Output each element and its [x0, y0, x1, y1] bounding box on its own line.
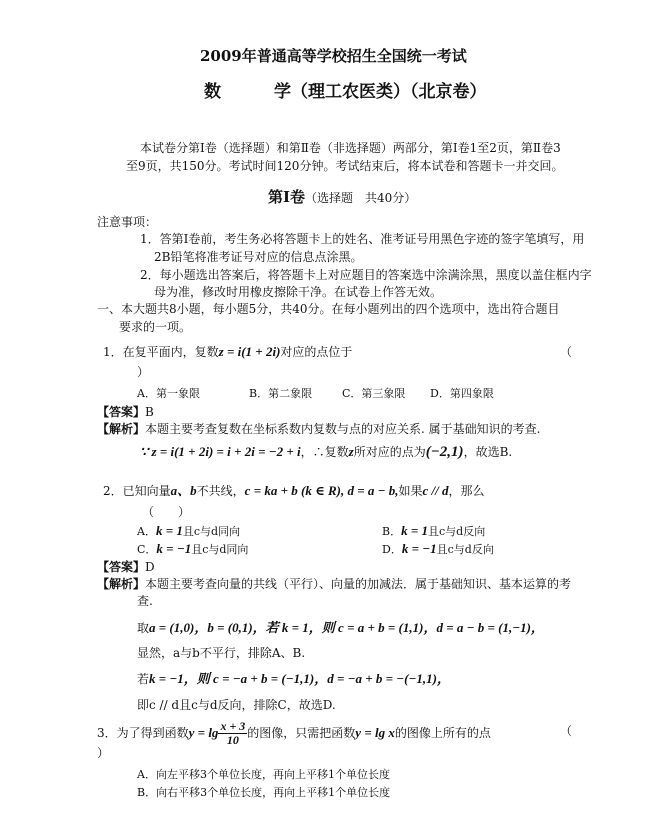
question-1-option-d: D．第四象限	[430, 387, 494, 400]
analysis-label: 【解析】	[97, 422, 146, 436]
question-2-mid-3: ，那么	[448, 484, 485, 498]
question-2-step-1	[137, 617, 544, 636]
step-prefix: 若	[137, 672, 150, 686]
solution-mid: ，∴复数	[300, 445, 349, 459]
analysis-label: 【解析】	[97, 577, 146, 591]
question-2-option-a	[137, 523, 240, 539]
option-text: 且c与d同向	[182, 525, 241, 538]
solution-end: ，故选B.	[463, 445, 513, 459]
solution-z: z	[348, 444, 354, 459]
intro-line-2: 至9页，共150分。考试时间120分钟。考试结束后，将本试卷和答题卡一并交回。	[126, 159, 564, 173]
option-text: 且c与d反向	[428, 525, 486, 538]
option-text: 且c与d反向	[436, 543, 494, 556]
option-label: D．	[382, 543, 402, 556]
step-math: k = −1，则 c = −a + b = (−1,1)，d = −a + b = −(−1,1)，	[149, 671, 450, 686]
answer-value: B	[145, 405, 154, 419]
notes-item-1-line-1: 1．答第Ⅰ卷前，考生务必将答题卡上的姓名、准考证号用黑色字迹的签字笔填写，用	[140, 232, 585, 246]
option-math: k = −1	[401, 541, 437, 556]
question-3-stem	[97, 720, 491, 747]
notes-heading: 注意事项：	[97, 215, 158, 229]
question-1-paren-open: （	[560, 345, 573, 359]
option-math: k = 1	[401, 523, 429, 538]
question-2-option-c	[137, 541, 248, 557]
question-2-formula-2: c // d	[422, 483, 449, 498]
question-2-answer	[97, 558, 155, 575]
question-2-step-3	[137, 668, 450, 687]
question-3-fraction	[218, 720, 247, 747]
part-one-line-1: 一、本大题共8小题，每小题5分，共40分。在每小题列出的四个选项中，选出符合题目	[97, 302, 560, 316]
fraction-denominator: 10	[226, 733, 239, 747]
analysis-text: 本题主要考查向量的共线（平行）、向量的加减法．属于基础知识、基本运算的考	[145, 577, 572, 591]
solution-mid-2: 所对应的点为	[353, 445, 426, 459]
question-3-func-2: y = lg x	[355, 725, 395, 740]
question-1-option-c: C．第三象限	[342, 387, 406, 400]
question-2-analysis-line-1	[97, 575, 571, 592]
answer-value: D	[145, 560, 155, 574]
question-2-stem	[103, 480, 485, 499]
option-math: k = 1	[155, 523, 183, 538]
intro-line-1: 本试卷分第Ⅰ卷（选择题）和第Ⅱ卷（非选择题）两部分，第Ⅰ卷1至2页，第Ⅱ卷3	[140, 141, 561, 155]
question-1-answer	[97, 403, 154, 420]
question-2-step-2: 显然，a与b不平行，排除A、B.	[137, 646, 306, 660]
question-1-paren-close: ）	[137, 365, 150, 379]
notes-item-2-line-2: 母为准，修改时用橡皮擦除干净。在试卷上作答无效。	[154, 285, 443, 299]
option-label: B．	[382, 525, 402, 538]
option-math: k = −1	[156, 541, 192, 556]
subject-char: 数	[204, 82, 221, 102]
question-3-mid: 的图像，只需把函数	[247, 726, 356, 740]
analysis-text: 本题主要考查复数在坐标系数内复数与点的对应关系. 属于基础知识的考查.	[145, 422, 541, 436]
question-2-paren: （ ）	[142, 505, 191, 519]
option-label: A．	[137, 525, 156, 538]
section-subtitle: （选择题 共40分）	[305, 191, 417, 205]
question-3-option-a: A．向左平移3个单位长度，再向上平移1个单位长度	[137, 768, 390, 781]
question-3-option-b: B．向右平移3个单位长度，再向上平移1个单位长度	[137, 786, 391, 799]
question-2-step-4: 即c // d且c与d反向，排除C，故选D.	[137, 698, 336, 712]
question-2-formula-1: c = ka + b (k ∈ R), d = a − b,	[244, 483, 399, 498]
question-1-formula: z = i(1 + 2i)	[218, 344, 281, 359]
question-2-vectors: a、b	[170, 483, 197, 498]
question-3-suffix: 的图像上所有的点	[394, 726, 491, 740]
question-3-func-1-lhs: y = lg	[188, 725, 219, 740]
question-2-analysis-line-2: 查.	[137, 594, 153, 608]
step-prefix: 取	[137, 621, 150, 635]
section-title: 第Ⅰ卷	[268, 188, 306, 206]
notes-item-1-line-2: 2B铅笔将准考证号对应的信息点涂黑。	[154, 250, 363, 264]
question-2-option-b	[382, 523, 485, 539]
question-1-suffix: 对应的点位于	[280, 345, 353, 359]
solution-point: (−2,1)	[425, 444, 464, 460]
question-2-prefix: 2．已知向量	[103, 484, 171, 498]
question-1-solution	[140, 443, 512, 461]
exam-title: 2009年普通高等学校招生全国统一考试	[200, 47, 467, 65]
part-one-line-2: 要求的一项。	[119, 320, 192, 334]
question-1-analysis	[97, 420, 540, 437]
solution-formula: ∵ z = i(1 + 2i) = i + 2i = −2 + i	[140, 444, 301, 459]
question-3-paren-open: （	[560, 724, 573, 738]
fraction-numerator: x + 3	[220, 719, 246, 733]
question-2-mid-2: 如果	[398, 484, 423, 498]
option-label: C．	[137, 543, 157, 556]
subject-title: 学（理工农医类）（北京卷）	[274, 82, 487, 102]
question-3-prefix: 3．为了得到函数	[97, 726, 189, 740]
step-math: a = (1,0)，b = (0,1)，若 k = 1，则 c = a + b = (1,1)，d = a − b = (1,−1)，	[149, 620, 544, 635]
question-3-paren-close: ）	[97, 746, 110, 760]
option-text: 且c与d同向	[191, 543, 249, 556]
question-1-prefix: 1．在复平面内，复数	[103, 345, 219, 359]
notes-item-2-line-1: 2．每小题选出答案后，将答题卡上对应题目的答案选中涂满涂黑，黑度以盖住框内字	[140, 268, 592, 282]
question-1-option-b: B．第二象限	[249, 387, 313, 400]
answer-label: 【答案】	[97, 560, 146, 574]
question-2-mid-1: 不共线，	[196, 484, 245, 498]
question-1-stem	[103, 343, 352, 360]
question-1-option-a: A．第一象限	[137, 387, 200, 400]
answer-label: 【答案】	[97, 405, 146, 419]
question-2-option-d	[382, 541, 494, 557]
section-heading	[268, 186, 416, 207]
